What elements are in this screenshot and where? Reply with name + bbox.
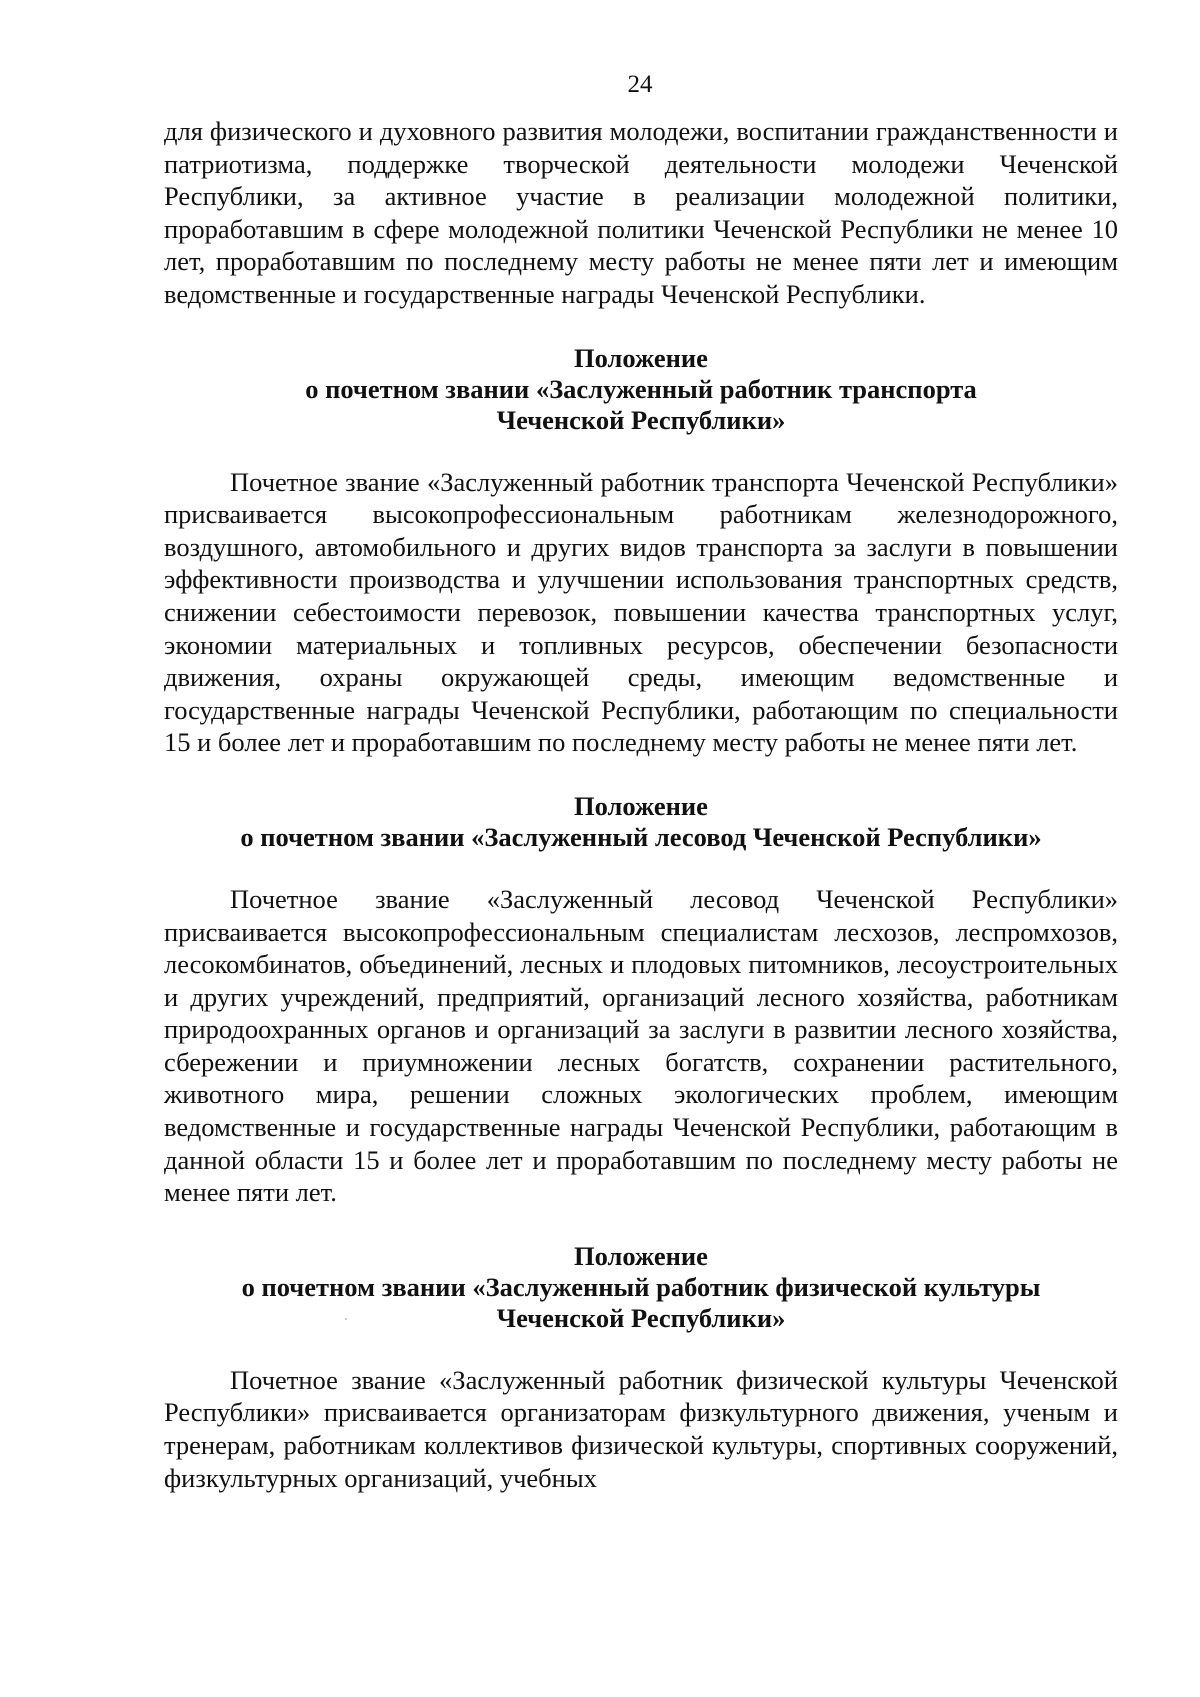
section-heading (164, 1241, 1118, 1334)
heading-line: Положение (574, 790, 708, 821)
page-number: 24 (627, 71, 653, 98)
heading-line: Положение (574, 1240, 708, 1271)
heading-line: о почетном звании «Заслуженный работник транспорта (305, 373, 977, 404)
intro-paragraph: для физического и духовного развития молодежи, воспитании гражданственности и патриотизма, поддержке творческой деятельности молодежи Чеченской Республики, за активное участие в реализации молодежной политики, проработавшим в сфере молодежной политики Чеченской Республики не менее 10 лет, проработавшим по последнему месту работы не менее пяти лет и имеющим ведомственные и государственные награды Чеченской Республики. (164, 116, 1118, 309)
section-body: Почетное звание «Заслуженный работник физической культуры Чеченской Республики» присваивается организаторам физкультурного движения, ученым и тренерам, работникам коллективов физической культуры, спортивных сооружений, физкультурных организаций, учебных (164, 1364, 1118, 1493)
heading-line: о почетном звании «Заслуженный лесовод Чеченской Республики» (240, 821, 1042, 852)
document-content (164, 115, 1118, 1494)
scan-speck (345, 1318, 347, 1320)
heading-line: Чеченской Республики» (496, 404, 786, 435)
section-forester (164, 791, 1118, 1209)
section-body: Почетное звание «Заслуженный работник транспорта Чеченской Республики» присваивается высокопрофессиональным работникам железнодорожного, воздушного, автомобильного и других видов транспорта за заслуги в повышении эффективности производства и улучшении использования транспортных средств, снижении себестоимости перевозок, повышении качества транспортных услуг, экономии материальных и топливных ресурсов, обеспечении безопасности движения, охраны окружающей среды, имеющим ведомственные и государственные награды Чеченской Республики, работающим по специальности 15 и более лет и проработавшим по последнему месту работы не менее пяти лет. (164, 466, 1118, 758)
heading-line: о почетном звании «Заслуженный работник физической культуры (241, 1271, 1041, 1302)
section-transport (164, 343, 1118, 759)
section-heading (164, 343, 1118, 436)
section-physical-culture (164, 1241, 1118, 1494)
heading-line: Чеченской Республики» (496, 1302, 786, 1333)
heading-line: Положение (574, 342, 708, 373)
section-heading (164, 791, 1118, 853)
section-body: Почетное звание «Заслуженный лесовод Чеченской Республики» присваивается высокопрофессиональным специалистам лесхозов, леспромхозов, лесокомбинатов, объединений, лесных и плодовых питомников, лесоустроительных и других учреждений, предприятий, организаций лесного хозяйства, работникам природоохранных органов и организаций за заслуги в развитии лесного хозяйства, сбережении и приумножении лесных богатств, сохранении растительного, животного мира, решении сложных экологических проблем, имеющим ведомственные и государственные награды Чеченской Республики, работающим в данной области 15 и более лет и проработавшим по последнему месту работы не менее пяти лет. (164, 883, 1118, 1208)
